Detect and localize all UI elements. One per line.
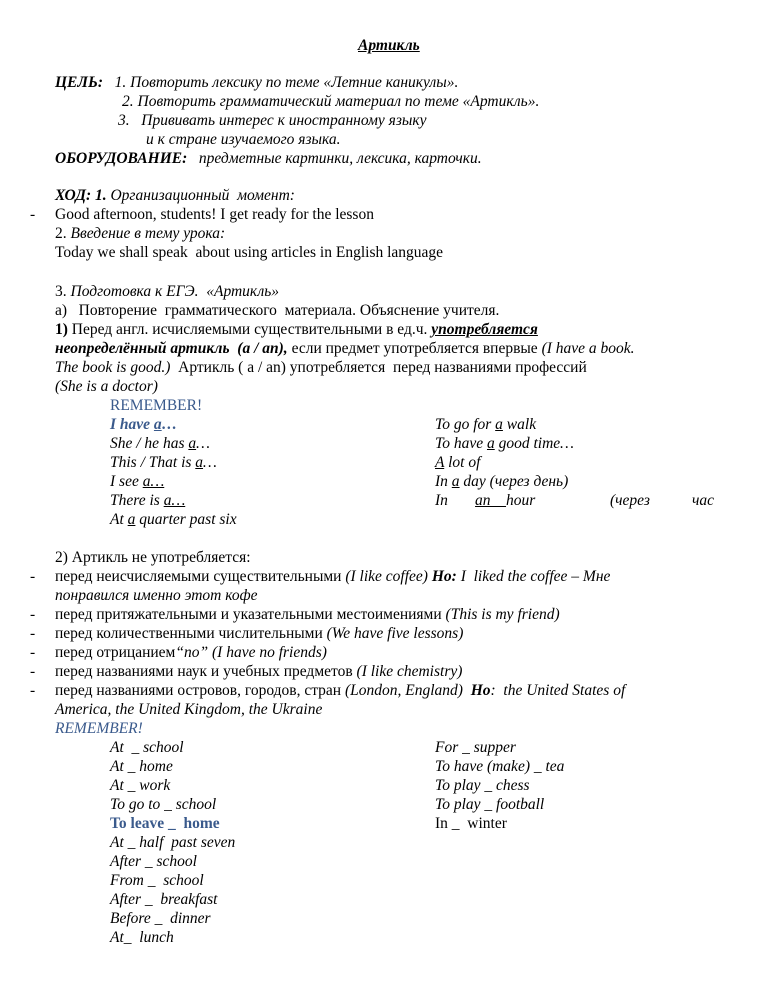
course-step-2 — [55, 224, 225, 243]
remember2-right-row: To play _ football — [435, 796, 545, 813]
rule2-item-but: Но — [470, 682, 491, 699]
article-mark: a — [486, 435, 495, 452]
remember2-left-row: At_ lunch — [110, 929, 174, 946]
remember1-tail-1: (через — [610, 492, 650, 509]
remember2-left-row: From _ school — [110, 872, 204, 889]
rule2-item-example: (I like chemistry) — [356, 663, 463, 680]
goal-item-1: 1. Повторить лексику по теме «Летние каникулы». — [114, 74, 459, 91]
greeting-line: Good afternoon, students! I get ready for the lesson — [55, 206, 374, 223]
rule2-item-text: перед неисчисляемыми существительными — [55, 568, 346, 585]
rule2-item — [55, 681, 625, 700]
bullet-dash: - — [30, 644, 36, 661]
remember2-left-row: Before _ dinner — [110, 910, 211, 927]
rule2-item — [55, 662, 462, 681]
rule2-item-text: перед количественными числительными — [55, 625, 327, 642]
phrase-start: In — [435, 473, 452, 490]
rule1-num: 1) — [55, 321, 68, 338]
course-step-1 — [55, 186, 295, 205]
rule1-line-3 — [55, 358, 587, 377]
remember-heading-2: REMEMBER! — [55, 720, 143, 737]
article-mark: a… — [142, 473, 165, 490]
phrase-end: quarter past six — [135, 511, 237, 528]
phrase-start: At — [110, 511, 128, 528]
article-mark: a — [153, 416, 162, 433]
rule1-text-1: Перед англ. исчисляемыми существительными в ед.ч. — [67, 321, 432, 338]
article-mark: a… — [163, 492, 186, 509]
step-3-text: Подготовка к ЕГЭ. «Артикль» — [70, 283, 280, 300]
goal-item-2: 2. Повторить грамматический материал по теме «Артикль». — [122, 93, 540, 110]
rule2-item — [55, 624, 463, 643]
rule1-line-1 — [55, 320, 538, 339]
article-mark: a — [188, 435, 197, 452]
remember1-left-row — [110, 453, 217, 472]
phrase-start: In — [435, 492, 476, 509]
phrase-end: … — [196, 435, 210, 452]
remember2-left-row: At _ school — [110, 739, 184, 756]
rule1-line-2 — [55, 339, 635, 358]
bullet-dash: - — [30, 682, 36, 699]
article-mark: a — [195, 454, 204, 471]
step-1-text: Организационный момент: — [110, 187, 295, 204]
remember1-left-row — [110, 472, 164, 491]
article-mark: a — [127, 511, 136, 528]
rule2-item-example-2: I liked the coffee – Мне — [456, 568, 611, 585]
rule2-item-example: “no” (I have no friends) — [175, 644, 327, 661]
remember1-right-row — [435, 453, 480, 472]
remember2-left-row: At _ half past seven — [110, 834, 236, 851]
rule1-example-1: (I have a book. — [541, 340, 635, 357]
rule2-item-text: перед названиями островов, городов, стран — [55, 682, 345, 699]
rule1-bold-2: неопределённый артикль (a / an), — [55, 340, 288, 357]
remember1-right-row — [435, 434, 574, 453]
step-2-num: 2. — [55, 225, 67, 242]
course-label: ХОД: — [55, 187, 92, 204]
phrase-end: good time… — [494, 435, 574, 452]
remember1-left-row — [110, 415, 177, 434]
remember2-right-row: For _ supper — [435, 739, 516, 756]
rule2-item-continuation: America, the United Kingdom, the Ukraine — [55, 701, 323, 718]
remember2-left-row: At _ home — [110, 758, 173, 775]
bullet-dash: - — [30, 606, 36, 623]
article-mark: an — [475, 492, 507, 509]
remember2-left-row: After _ breakfast — [110, 891, 218, 908]
part-a-line: а) Повторение грамматического материала. Объяснение учителя. — [55, 302, 500, 319]
rule2-item-example: (We have five lessons) — [326, 625, 464, 642]
course-step-3 — [55, 282, 279, 301]
remember1-left-row — [110, 491, 185, 510]
step-3-num: 3. — [55, 283, 67, 300]
remember2-left-row: To go to _ school — [110, 796, 217, 813]
rule2-item-example: (London, England) — [344, 682, 471, 699]
remember1-right-row — [435, 415, 536, 434]
intro-line: Today we shall speak about using articles in English language — [55, 244, 444, 261]
remember2-left-row: After _ school — [110, 853, 197, 870]
phrase-start: This / That is — [110, 454, 196, 471]
article-mark: A — [435, 454, 445, 471]
remember1-tail-2: час — [692, 492, 715, 509]
rule2-item — [55, 605, 560, 624]
phrase-start: There is — [110, 492, 164, 509]
rule2-heading: 2) Артикль не употребляется: — [55, 549, 251, 566]
remember2-left-row: To leave _ home — [110, 815, 220, 832]
phrase-end: day (через день) — [459, 473, 569, 490]
phrase-start: I see — [110, 473, 143, 490]
remember-heading-1: REMEMBER! — [110, 397, 203, 414]
phrase-end: … — [161, 416, 178, 433]
rule2-item-example: (I like coffee) — [345, 568, 432, 585]
rule1-bold-1: употребляется — [431, 321, 538, 338]
phrase-end: walk — [502, 416, 537, 433]
remember1-left-row — [110, 434, 210, 453]
step-2-text: Введение в тему урока: — [70, 225, 226, 242]
bullet-dash: - — [30, 206, 36, 223]
rule1-text-2: если предмет употребляется впервые — [287, 340, 542, 357]
phrase-start: I have — [110, 416, 154, 433]
rule1-example-2: The book is good.) — [55, 359, 171, 376]
phrase-end: hour — [506, 492, 536, 509]
article-mark: a — [495, 416, 503, 433]
rule2-item — [55, 567, 610, 586]
step-1-num: 1. — [94, 187, 107, 204]
equipment-text: предметные картинки, лексика, карточки. — [198, 150, 482, 167]
phrase-start: She / he has — [110, 435, 189, 452]
rule2-item-continuation: понравился именно этот кофе — [55, 587, 258, 604]
rule2-item — [55, 643, 327, 662]
rule2-item-text: перед притяжательными и указательными местоимениями — [55, 606, 446, 623]
bullet-dash: - — [30, 568, 36, 585]
remember1-right-row — [435, 472, 568, 491]
phrase-start: To have — [435, 435, 487, 452]
bullet-dash: - — [30, 625, 36, 642]
goal-item-3: 3. Прививать интерес к иностранному языку — [118, 112, 427, 129]
phrase-start: To go for — [435, 416, 496, 433]
equipment-line — [55, 149, 482, 168]
remember1-left-row — [110, 510, 237, 529]
goal-item-4: и к стране изучаемого языка. — [146, 131, 341, 148]
article-mark: a — [451, 473, 460, 490]
phrase-end: lot of — [444, 454, 481, 471]
rule2-item-text: перед названиями наук и учебных предметов — [55, 663, 357, 680]
goal-line-1 — [55, 73, 458, 92]
rule1-example-3: (She is a doctor) — [55, 378, 158, 395]
rule2-item-example: (This is my friend) — [445, 606, 560, 623]
remember2-right-row: In _ winter — [435, 815, 507, 832]
remember1-right-row — [435, 491, 535, 510]
rule2-item-text: перед отрицанием — [55, 644, 176, 661]
remember2-left-row: At _ work — [110, 777, 171, 794]
equipment-label: ОБОРУДОВАНИЕ: — [55, 150, 188, 167]
goal-label: ЦЕЛЬ: — [55, 74, 104, 91]
remember2-right-row: To play _ chess — [435, 777, 530, 794]
page-title: Артикль — [358, 37, 420, 54]
remember2-right-row: To have (make) _ tea — [435, 758, 565, 775]
bullet-dash: - — [30, 663, 36, 680]
phrase-end: … — [203, 454, 217, 471]
rule2-item-but: Но: — [431, 568, 457, 585]
rule2-item-example-2: : the United States of — [490, 682, 626, 699]
rule1-text-3: Артикль ( a / an) употребляется перед названиями профессий — [170, 359, 587, 376]
